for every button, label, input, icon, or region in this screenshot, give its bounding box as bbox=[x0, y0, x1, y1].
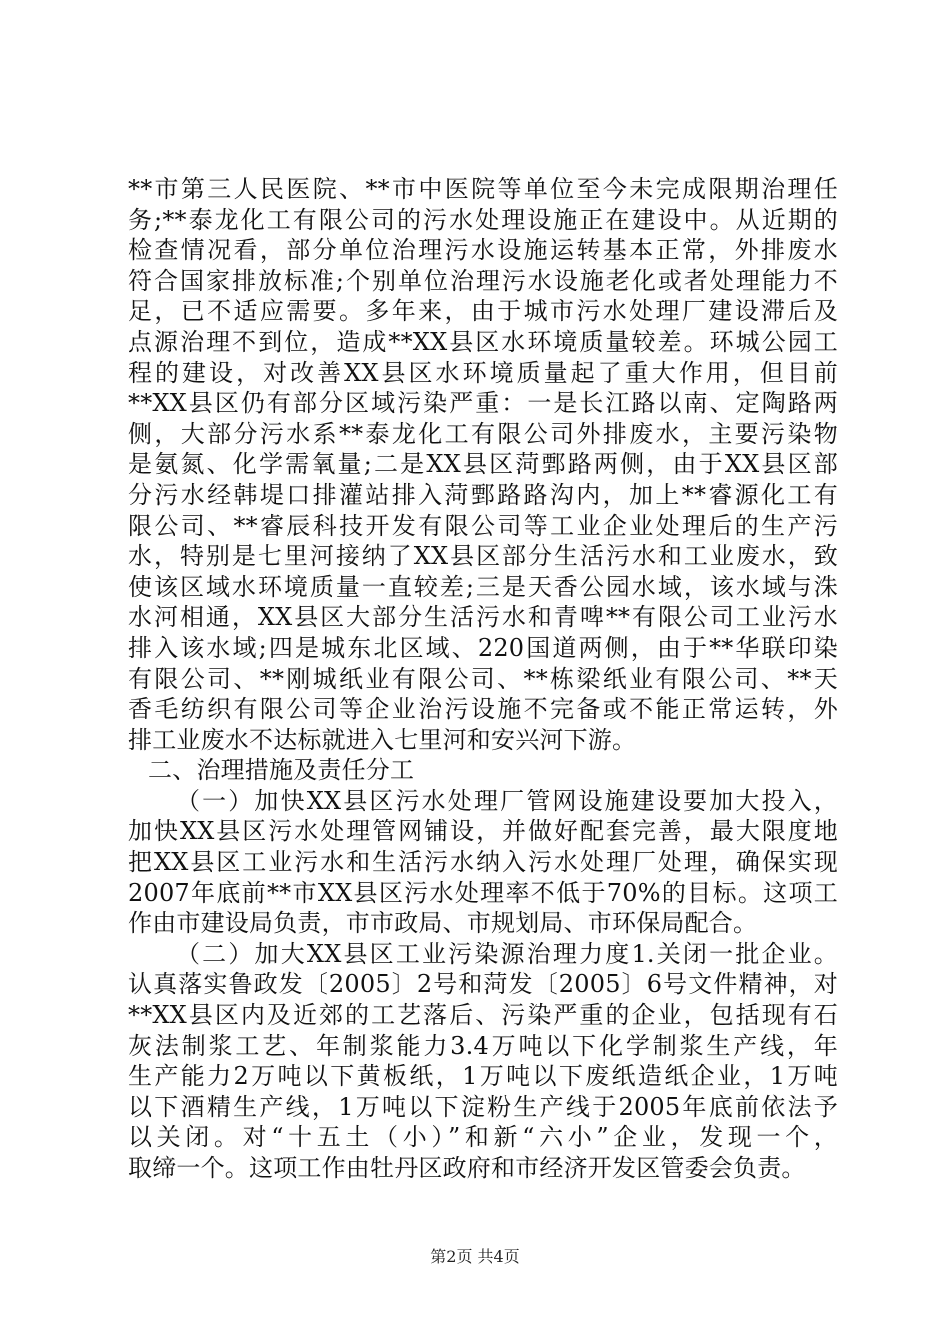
text-line: 灰法制浆工艺、年制浆能力3.4万吨以下化学制浆生产线，年 bbox=[128, 1031, 838, 1060]
text-line: 排入该水域;四是城东北区域、220国道两侧，由于**华联印染 bbox=[128, 633, 838, 662]
paragraph bbox=[128, 174, 838, 755]
text-line: **XX县区仍有部分区域污染严重：一是长江路以南、定陶路两 bbox=[128, 389, 838, 418]
text-line: 香毛纺织有限公司等企业治污设施不完备或不能正常运转，外 bbox=[128, 695, 838, 724]
text-line: 使该区域水环境质量一直较差;三是天香公园水域，该水域与洙 bbox=[128, 572, 838, 601]
text-line: 有限公司、**刚城纸业有限公司、**栋梁纸业有限公司、**天 bbox=[128, 664, 838, 693]
text-line: 生产能力2万吨以下黄板纸，1万吨以下废纸造纸企业，1万吨 bbox=[128, 1062, 838, 1091]
text-line: 认真落实鲁政发〔2005〕2号和菏发〔2005〕6号文件精神，对 bbox=[128, 970, 838, 999]
text-line: 2007年底前**市XX县区污水处理率不低于70%的目标。这项工 bbox=[128, 878, 838, 907]
text-line: （二）加大XX县区工业污染源治理力度1.关闭一批企业。 bbox=[176, 939, 838, 968]
text-line: 侧，大部分污水系**泰龙化工有限公司外排废水，主要污染物 bbox=[128, 419, 838, 448]
text-line: 水河相通，XX县区大部分生活污水和青啤**有限公司工业污水 bbox=[128, 603, 838, 632]
paragraph bbox=[128, 939, 838, 1184]
text-line: 把XX县区工业污水和生活污水纳入污水处理厂处理，确保实现 bbox=[128, 848, 838, 877]
text-line: 作由市建设局负责，市市政局、市规划局、市环保局配合。 bbox=[128, 909, 758, 938]
text-line: 加快XX县区污水处理管网铺设，并做好配套完善，最大限度地 bbox=[128, 817, 838, 846]
text-line: 以关闭。对“十五土（小）”和新“六小”企业，发现一个， bbox=[128, 1123, 838, 1152]
text-line: **XX县区内及近郊的工艺落后、污染严重的企业，包括现有石 bbox=[128, 1001, 838, 1030]
text-line: 是氨氮、化学需氧量;二是XX县区菏鄄路两侧，由于XX县区部 bbox=[128, 450, 838, 479]
heading-text: 二、治理措施及责任分工 bbox=[148, 756, 415, 785]
text-line: 符合国家排放标准;个别单位治理污水设施老化或者处理能力不 bbox=[128, 266, 838, 295]
text-line: （一）加快XX县区污水处理厂管网设施建设要加大投入， bbox=[176, 786, 838, 815]
text-line: **市第三人民医院、**市中医院等单位至今未完成限期治理任 bbox=[128, 175, 838, 203]
document-body bbox=[128, 174, 838, 1184]
text-line: 取缔一个。这项工作由牡丹区政府和市经济开发区管委会负责。 bbox=[128, 1154, 806, 1182]
text-line: 程的建设，对改善XX县区水环境质量起了重大作用，但目前 bbox=[128, 358, 838, 387]
text-line: 务;**泰龙化工有限公司的污水处理设施正在建设中。从近期的 bbox=[128, 205, 838, 234]
text-line: 点源治理不到位，造成**XX县区水环境质量较差。环城公园工 bbox=[128, 327, 838, 356]
page-number-footer: 第2页 共4页 bbox=[430, 1247, 520, 1266]
text-line: 检查情况看，部分单位治理污水设施运转基本正常，外排废水 bbox=[128, 236, 838, 265]
paragraph bbox=[128, 786, 838, 939]
text-line: 限公司、**睿辰科技开发有限公司等工业企业处理后的生产污 bbox=[128, 511, 838, 540]
text-line: 排工业废水不达标就进入七里河和安兴河下游。 bbox=[128, 725, 637, 754]
text-line: 分污水经韩堤口排灌站排入菏鄄路路沟内，加上**睿源化工有 bbox=[128, 480, 838, 509]
text-line: 以下酒精生产线，1万吨以下淀粉生产线于2005年底前依法予 bbox=[128, 1092, 838, 1121]
section-heading bbox=[128, 755, 838, 786]
text-line: 水，特别是七里河接纳了XX县区部分生活污水和工业废水，致 bbox=[128, 542, 838, 571]
text-line: 足，已不适应需要。多年来，由于城市污水处理厂建设滞后及 bbox=[128, 297, 838, 326]
